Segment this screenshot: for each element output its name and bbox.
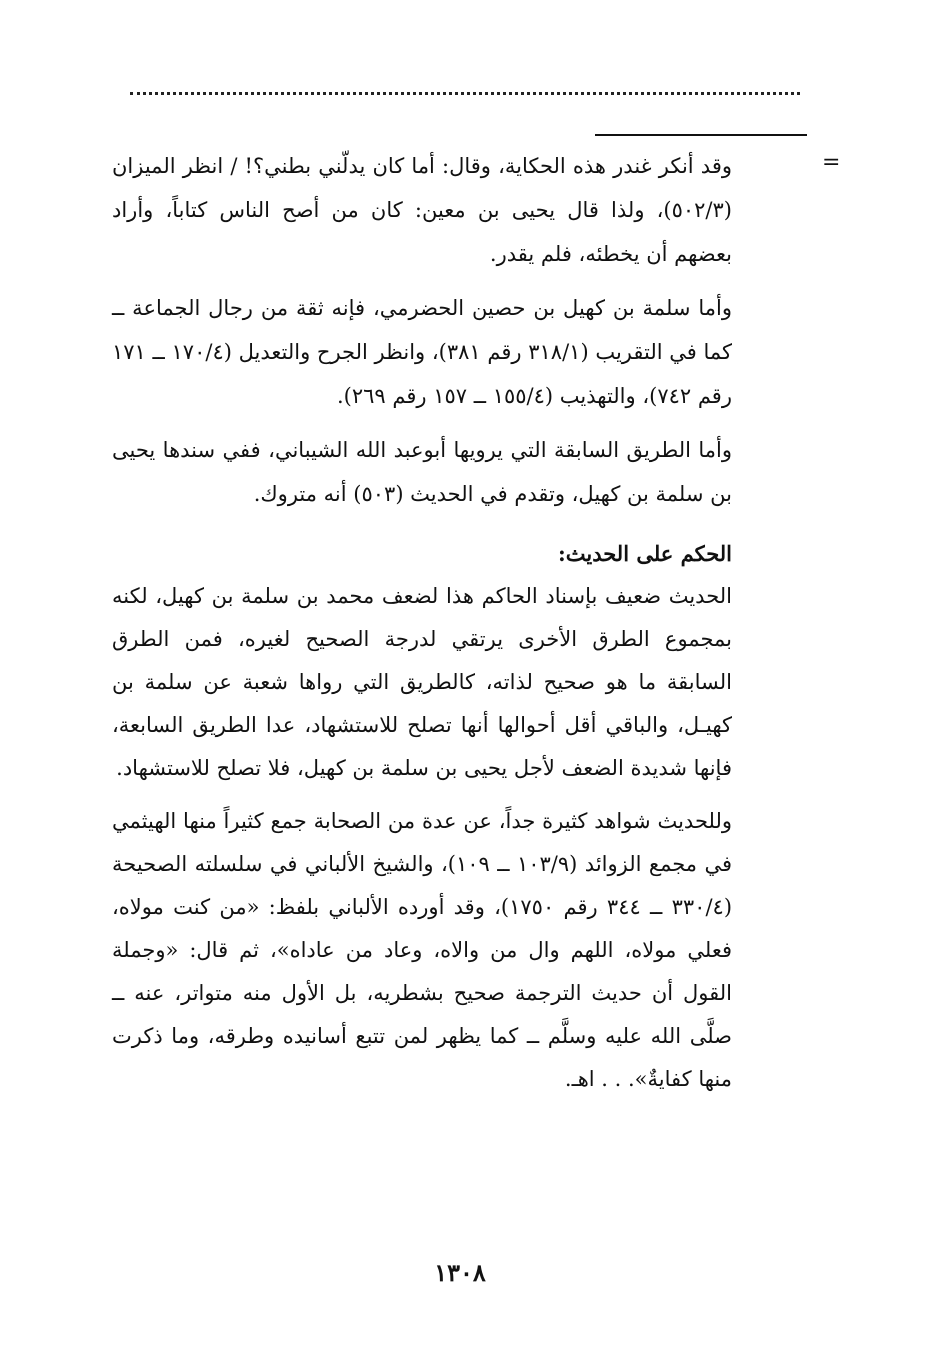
footnote-separator-line xyxy=(595,134,807,136)
section-heading: الحكم على الحديث: xyxy=(558,541,732,566)
footnote-continuation-mark: = xyxy=(822,150,841,175)
footnote-paragraph-2: وأما سلمة بن كهيل بن حصين الحضرمي، فإنه ثقة من رجال الجماعة ــ كما في التقريب (٣١٨/١ رقم ٣٨١)، وانظر الجرح والتعديل (١٧٠/٤ ــ ١٧١ رقم ٧٤٢)، والتهذيب (١٥٥/٤ ــ ١٥٧ رقم ٢٦٩). xyxy=(112,296,733,408)
main-paragraph-2: وللحديث شواهد كثيرة جداً، عن عدة من الصحابة جمع كثيراً منها الهيثمي في مجمع الزوائد (١٠٣/٩ ــ ١٠٩)، والشيخ الألباني في سلسلته الصحيحة (٣٣٠/٤ ــ ٣٤٤ رقم ١٧٥٠)، وقد أورده الألباني بلفظ: «من كنت مولاه، فعلي مولاه، اللهم وال من والاه، وعاد من عاداه»، ثم قال: «وجملة القول أن حديث الترجمة صحيح بشطريه، بل الأول منه متواتر، عنه ــ صلَّى الله عليه وسلَّم ــ كما يظهر لمن تتبع أسانيده وطرقه، وما ذكرت منها كفايةٌ». . . اهـ. xyxy=(112,809,733,1091)
footnote-paragraph-3: وأما الطريق السابقة التي يرويها أبوعبد الله الشيباني، ففي سندها يحيى بن سلمة بن كهيل، وتقدم في الحديث (٥٠٣) أنه متروك. xyxy=(112,438,732,506)
main-text-block xyxy=(112,532,732,1111)
header-dotted-rule xyxy=(130,92,800,101)
main-paragraph-1: الحديث ضعيف بإسناد الحاكم هذا لضعف محمد بن سلمة بن كهيل، لكنه بمجموع الطرق الأخرى يرتقي لدرجة الصحيح لغيره، فمن الطرق السابقة ما هو صحيح لذاته، كالطريق التي رواها شعبة عن سلمة بن كهيـل، والباقي أقل أحوالها أنها تصلح للاستشهاد، عدا الطريق السابعة، فإنها شديدة الضعف لأجل يحيى بن سلمة بن كهيل، فلا تصلح للاستشهاد. xyxy=(112,584,732,780)
footnote-paragraph-1: وقد أنكر غندر هذه الحكاية، وقال: أما كان يدلّني بطني؟! / انظر الميزان (٥٠٢/٣)، ولذا قال يحيى بن معين: كان من أصح الناس كتاباً، وأراد بعضهم أن يخطئه، فلم يقدر. xyxy=(112,154,732,266)
page-number: ١٣٠٨ xyxy=(434,1258,486,1287)
footnote-block xyxy=(112,144,732,526)
